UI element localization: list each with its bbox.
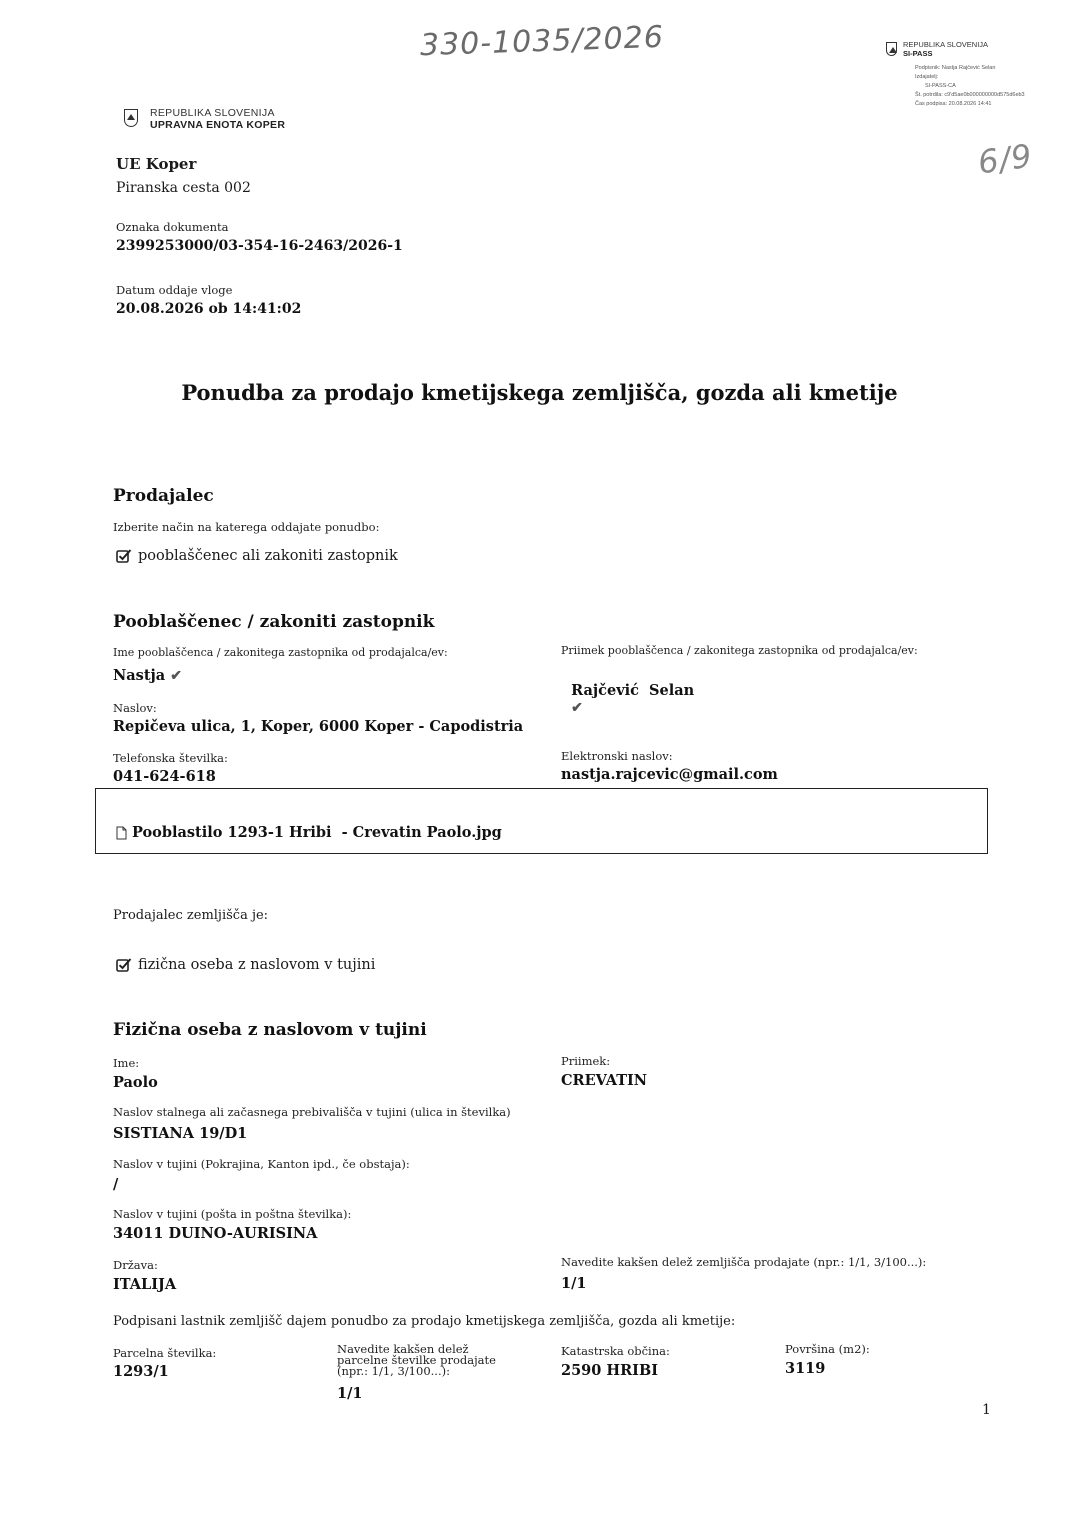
fp-surname: CREVATIN xyxy=(561,1072,648,1089)
rep-first-name-value: Nastja xyxy=(113,667,166,684)
rep-last-name xyxy=(561,665,694,716)
fp-street-label: Naslov stalnega ali začasnega prebivališča v tujini (ulica in številka) xyxy=(113,1105,511,1119)
doc-number-label: Oznaka dokumenta xyxy=(116,220,229,234)
parcel-share-label: Navedite kakšen delež parcelne številke prodajate (npr.: 1/1, 3/100...): xyxy=(337,1342,496,1378)
stamp-line: Podpisnik: Nastja Rajčević Selan xyxy=(915,65,996,71)
parcel-municipality-label: Katastrska občina: xyxy=(561,1344,670,1358)
fp-country-label: Država: xyxy=(113,1258,158,1272)
seller-type-option xyxy=(116,957,375,973)
signature-stamp xyxy=(886,40,1036,109)
letterhead xyxy=(124,107,285,131)
rep-last-name-label: Priimek pooblaščenca / zakonitega zastopnika od prodajalca/ev: xyxy=(561,644,918,657)
parcel-municipality: 2590 HRIBI xyxy=(561,1362,658,1379)
foreign-person-heading: Fizična oseba z naslovom v tujini xyxy=(113,1020,427,1040)
parcel-share: 1/1 xyxy=(337,1385,363,1402)
fp-name-label: Ime: xyxy=(113,1056,140,1070)
attachment-filename: Pooblastilo 1293-1 Hribi - Crevatin Paolo.jpg xyxy=(132,824,502,841)
page-title: Ponudba za prodajo kmetijskega zemljišča, gozda ali kmetije xyxy=(181,380,898,405)
parcel-number-label: Parcelna številka: xyxy=(113,1346,217,1360)
attachment-link[interactable] xyxy=(116,824,502,841)
seller-option xyxy=(116,548,398,564)
coat-of-arms-icon xyxy=(886,42,897,56)
doc-number: 2399253000/03-354-16-2463/2026-1 xyxy=(116,238,403,254)
fp-region: / xyxy=(113,1176,119,1193)
parcel-area-label: Površina (m2): xyxy=(785,1342,870,1356)
letterhead-unit: UPRAVNA ENOTA KOPER xyxy=(150,119,286,131)
stamp-line: Št. potrdila: c9'd5ae0b000000000d575d6eb3 xyxy=(915,92,1025,98)
submit-date-label: Datum oddaje vloge xyxy=(116,283,233,297)
rep-phone: 041-624-618 xyxy=(113,768,216,785)
offer-statement: Podpisani lastnik zemljišč dajem ponudbo za prodajo kmetijskega zemljišča, gozda ali kmetije: xyxy=(113,1314,736,1329)
seller-heading: Prodajalec xyxy=(113,486,214,506)
verified-check-icon: ✔ xyxy=(571,700,583,716)
attachment-box xyxy=(95,788,988,854)
submit-date: 20.08.2026 ob 14:41:02 xyxy=(116,301,302,317)
office-name: UE Koper xyxy=(116,155,197,173)
handwritten-page-mark: 6/9 xyxy=(975,136,1035,182)
stamp-line: SI-PASS-CA xyxy=(925,83,956,89)
file-icon xyxy=(116,826,127,840)
coat-of-arms-icon xyxy=(124,109,138,127)
rep-address-label: Naslov: xyxy=(113,701,157,715)
fp-name: Paolo xyxy=(113,1074,158,1091)
fp-region-label: Naslov v tujini (Pokrajina, Kanton ipd., če obstaja): xyxy=(113,1157,410,1171)
representative-heading: Pooblaščenec / zakoniti zastopnik xyxy=(113,612,435,632)
stamp-country: REPUBLIKA SLOVENIJA xyxy=(903,40,989,49)
rep-first-name-label: Ime pooblaščenca / zakonitega zastopnika od prodajalca/ev: xyxy=(113,646,448,659)
seller-type-option-label: fizična oseba z naslovom v tujini xyxy=(138,957,376,973)
office-address: Piranska cesta 002 xyxy=(116,180,251,196)
fp-post: 34011 DUINO-AURISINA xyxy=(113,1225,318,1242)
fp-share-label: Navedite kakšen delež zemljišča prodajate (npr.: 1/1, 3/100...): xyxy=(561,1255,927,1269)
seller-prompt: Izberite način na katerega oddajate ponudbo: xyxy=(113,520,380,534)
fp-share: 1/1 xyxy=(561,1275,587,1292)
checkbox-checked-icon xyxy=(116,957,132,973)
rep-email: nastja.rajcevic@gmail.com xyxy=(561,766,778,783)
checkbox-checked-icon xyxy=(116,548,132,564)
seller-option-label: pooblaščenec ali zakoniti zastopnik xyxy=(138,548,398,564)
seller-type-prompt: Prodajalec zemljišča je: xyxy=(113,908,269,923)
rep-phone-label: Telefonska številka: xyxy=(113,751,228,765)
page-number: 1 xyxy=(982,1402,991,1418)
rep-last-name-value: Rajčević Selan xyxy=(571,682,695,699)
rep-email-label: Elektronski naslov: xyxy=(561,749,673,763)
verified-check-icon: ✔ xyxy=(170,668,182,684)
stamp-line: Čas podpisa: 20.08.2026 14:41 xyxy=(915,101,992,107)
stamp-service: SI-PASS xyxy=(903,49,933,58)
letterhead-country: REPUBLIKA SLOVENIJA xyxy=(150,107,275,119)
handwritten-file-number: 330-1035/2026 xyxy=(419,19,665,64)
fp-post-label: Naslov v tujini (pošta in poštna številka): xyxy=(113,1207,352,1221)
stamp-line: Izdajatelj: xyxy=(915,74,939,80)
fp-street: SISTIANA 19/D1 xyxy=(113,1125,248,1142)
rep-first-name xyxy=(113,667,182,684)
rep-address: Repičeva ulica, 1, Koper, 6000 Koper - Capodistria xyxy=(113,718,524,735)
fp-surname-label: Priimek: xyxy=(561,1054,611,1068)
parcel-number: 1293/1 xyxy=(113,1363,169,1380)
parcel-area: 3119 xyxy=(785,1360,826,1377)
fp-country: ITALIJA xyxy=(113,1276,177,1293)
